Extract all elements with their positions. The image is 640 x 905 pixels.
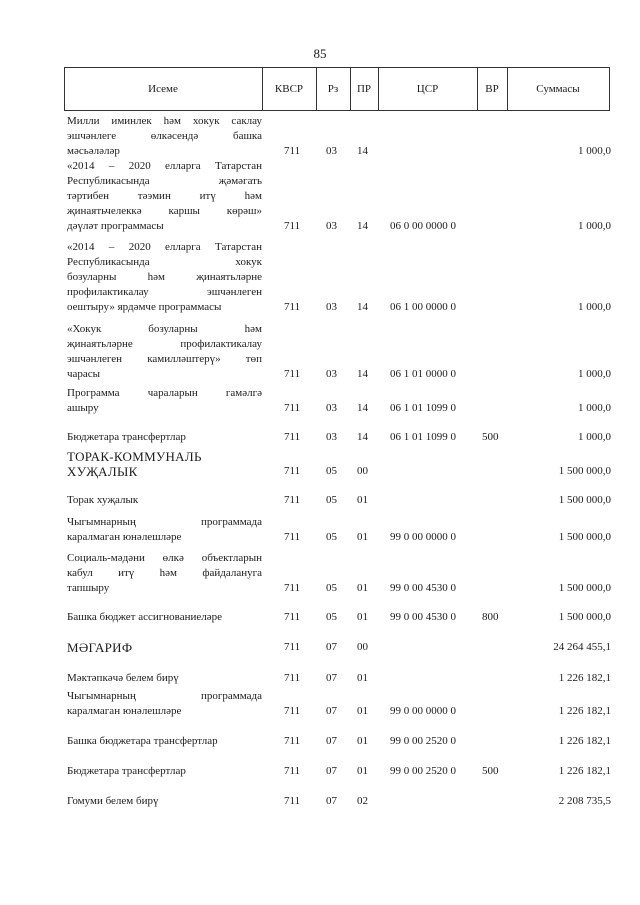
- cell-sum: 1 000,0: [578, 402, 611, 414]
- cell-rz: 03: [326, 402, 337, 414]
- cell-rz: 07: [326, 641, 337, 653]
- cell-pr: 01: [357, 705, 368, 717]
- cell-pr: 14: [357, 402, 368, 414]
- row-name: [67, 734, 262, 749]
- cell-sum: 1 000,0: [578, 368, 611, 380]
- cell-pr: 14: [357, 220, 368, 232]
- cell-sum: 2 208 735,5: [558, 795, 611, 807]
- cell-sum: 1 226 182,1: [558, 705, 611, 717]
- cell-sum: 1 500 000,0: [558, 465, 611, 477]
- cell-kvsr: 711: [284, 431, 301, 443]
- cell-kvsr: 711: [284, 705, 301, 717]
- table-row: [0, 734, 640, 749]
- row-name: [67, 689, 262, 719]
- cell-pr: 00: [357, 641, 368, 653]
- row-name-line: Социаль-мәдәни өлкә объектларын: [67, 552, 262, 564]
- header-pr: ПР: [356, 83, 372, 95]
- cell-csr: 99 0 00 0000 0: [390, 705, 456, 717]
- row-name-line: Мәктәпкәчә белем бирү: [67, 672, 179, 684]
- cell-kvsr: 711: [284, 220, 301, 232]
- row-name: [67, 764, 262, 779]
- cell-rz: 07: [326, 672, 337, 684]
- cell-kvsr: 711: [284, 735, 301, 747]
- row-name-line: ХУҖАЛЫК: [67, 464, 138, 479]
- cell-pr: 14: [357, 368, 368, 380]
- row-name-line: МӘГАРИФ: [67, 640, 133, 655]
- cell-kvsr: 711: [284, 582, 301, 594]
- row-name-line: ТОРАК-КОММУНАЛЬ: [67, 449, 202, 464]
- cell-sum: 1 500 000,0: [558, 582, 611, 594]
- cell-rz: 03: [326, 220, 337, 232]
- header-sum: Суммасы: [536, 83, 580, 95]
- cell-kvsr: 711: [284, 611, 301, 623]
- row-name: [67, 515, 262, 545]
- row-name-line: ашыру: [67, 402, 99, 414]
- table-row: [0, 159, 640, 234]
- row-name-line: Республикасында җәмәгать: [67, 175, 262, 187]
- cell-csr: 99 0 00 4530 0: [390, 582, 456, 594]
- cell-pr: 01: [357, 582, 368, 594]
- row-name-line: Милли иминлек һәм хокук саклау: [67, 115, 262, 127]
- cell-csr: 99 0 00 4530 0: [390, 611, 456, 623]
- table-row: [0, 322, 640, 382]
- row-name-line: тапшыру: [67, 582, 110, 594]
- table-row: [0, 515, 640, 545]
- cell-pr: 01: [357, 765, 368, 777]
- table-row: [0, 640, 640, 655]
- row-name: [67, 386, 262, 416]
- row-name-line: Гомуми белем бирү: [67, 795, 159, 807]
- row-name: [67, 671, 262, 686]
- cell-rz: 03: [326, 431, 337, 443]
- row-name-line: Башка бюджет ассигнованиеләре: [67, 611, 222, 623]
- cell-rz: 03: [326, 368, 337, 380]
- cell-csr: 06 0 00 0000 0: [390, 220, 456, 232]
- page-number: 85: [313, 46, 327, 61]
- row-name: [67, 551, 262, 596]
- table-header: [64, 67, 610, 111]
- row-name-line: «Хокук бозуларны һәм: [67, 323, 262, 335]
- row-name-line: җинаятьчелеккә каршы көрәш»: [67, 205, 262, 217]
- cell-sum: 1 000,0: [578, 145, 611, 157]
- row-name: [67, 610, 262, 625]
- cell-rz: 03: [326, 145, 337, 157]
- row-name-line: чарасы: [67, 368, 101, 380]
- cell-csr: 99 0 00 2520 0: [390, 765, 456, 777]
- row-name: [67, 493, 262, 508]
- header-name: Исеме: [148, 83, 178, 95]
- row-name-line: каралмаган юнәлешләре: [67, 531, 182, 543]
- cell-rz: 05: [326, 582, 337, 594]
- row-name-line: мәсьәләләр: [67, 145, 120, 157]
- cell-kvsr: 711: [284, 531, 301, 543]
- cell-sum: 1 226 182,1: [558, 765, 611, 777]
- cell-rz: 05: [326, 611, 337, 623]
- header-rz: Рз: [327, 83, 339, 95]
- cell-kvsr: 711: [284, 301, 301, 313]
- cell-rz: 05: [326, 465, 337, 477]
- cell-csr: 06 1 00 0000 0: [390, 301, 456, 313]
- cell-vr: 500: [482, 765, 499, 777]
- cell-pr: 01: [357, 531, 368, 543]
- table-row: [0, 386, 640, 416]
- row-name: [67, 159, 262, 234]
- col-divider: [609, 67, 610, 111]
- cell-csr: 99 0 00 2520 0: [390, 735, 456, 747]
- cell-sum: 1 000,0: [578, 220, 611, 232]
- row-name-line: профилактикалау эшчәнлеген: [67, 286, 262, 298]
- cell-rz: 07: [326, 735, 337, 747]
- row-name-line: «2014 – 2020 елларга Татарстан: [67, 241, 262, 253]
- row-name-line: оештыру» ярдәмче программасы: [67, 301, 222, 313]
- table-row: [0, 794, 640, 809]
- cell-rz: 07: [326, 765, 337, 777]
- row-name-line: дәүләт программасы: [67, 220, 164, 232]
- header-kvsr: КВСР: [274, 83, 304, 95]
- row-name-line: кабул итү һәм файдалануга: [67, 567, 262, 579]
- table-row: [0, 240, 640, 315]
- row-name: [67, 322, 262, 382]
- row-name-line: Программа чараларын гамәлгә: [67, 387, 262, 399]
- row-name-line: Чыгымнарның программада: [67, 516, 262, 528]
- table-row: [0, 114, 640, 159]
- row-name-line: эшчәнлеген камилләштерү» төп: [67, 353, 262, 365]
- cell-pr: 01: [357, 672, 368, 684]
- cell-kvsr: 711: [284, 145, 301, 157]
- cell-vr: 500: [482, 431, 499, 443]
- cell-sum: 1 500 000,0: [558, 494, 611, 506]
- cell-csr: 06 1 01 1099 0: [390, 431, 456, 443]
- cell-csr: 06 1 01 1099 0: [390, 402, 456, 414]
- table-row: [0, 689, 640, 719]
- cell-sum: 24 264 455,1: [553, 641, 611, 653]
- cell-sum: 1 500 000,0: [558, 611, 611, 623]
- cell-pr: 14: [357, 431, 368, 443]
- cell-rz: 05: [326, 531, 337, 543]
- cell-rz: 07: [326, 705, 337, 717]
- cell-kvsr: 711: [284, 795, 301, 807]
- cell-csr: 06 1 01 0000 0: [390, 368, 456, 380]
- row-name-line: каралмаган юнәлешләре: [67, 705, 182, 717]
- header-csr: ЦСР: [416, 83, 439, 95]
- cell-pr: 14: [357, 301, 368, 313]
- table-row: [0, 671, 640, 686]
- row-name-line: Республикасында хокук: [67, 256, 262, 268]
- cell-vr: 800: [482, 611, 499, 623]
- row-name: [67, 640, 262, 655]
- cell-kvsr: 711: [284, 641, 301, 653]
- row-name-line: «2014 – 2020 елларга Татарстан: [67, 160, 262, 172]
- cell-pr: 00: [357, 465, 368, 477]
- row-name-line: эшчәнлеге өлкәсендә башка: [67, 130, 262, 142]
- cell-pr: 01: [357, 494, 368, 506]
- row-name-line: Торак хуҗалык: [67, 494, 139, 506]
- table-row: [0, 449, 640, 479]
- row-name-line: тәртибен тәэмин итү һәм: [67, 190, 262, 202]
- table-row: [0, 610, 640, 625]
- row-name: [67, 794, 262, 809]
- cell-csr: 99 0 00 0000 0: [390, 531, 456, 543]
- row-name-line: Чыгымнарның программада: [67, 690, 262, 702]
- row-name: [67, 430, 262, 445]
- cell-rz: 07: [326, 795, 337, 807]
- row-name-line: Бюджетара трансфертлар: [67, 765, 186, 777]
- cell-kvsr: 711: [284, 402, 301, 414]
- cell-pr: 01: [357, 611, 368, 623]
- cell-sum: 1 000,0: [578, 301, 611, 313]
- cell-pr: 01: [357, 735, 368, 747]
- cell-rz: 05: [326, 494, 337, 506]
- row-name: [67, 240, 262, 315]
- cell-sum: 1 226 182,1: [558, 735, 611, 747]
- cell-pr: 14: [357, 145, 368, 157]
- row-name-line: бозуларны һәм җинаятьләрне: [67, 271, 262, 283]
- row-name-line: Башка бюджетара трансфертлар: [67, 735, 218, 747]
- header-vr: ВР: [485, 83, 499, 95]
- cell-kvsr: 711: [284, 494, 301, 506]
- cell-sum: 1 226 182,1: [558, 672, 611, 684]
- cell-kvsr: 711: [284, 672, 301, 684]
- cell-pr: 02: [357, 795, 368, 807]
- cell-kvsr: 711: [284, 765, 301, 777]
- row-name: [67, 114, 262, 159]
- row-name: [67, 449, 262, 479]
- row-name-line: Бюджетара трансфертлар: [67, 431, 186, 443]
- cell-rz: 03: [326, 301, 337, 313]
- cell-sum: 1 000,0: [578, 431, 611, 443]
- table-row: [0, 551, 640, 596]
- table-row: [0, 430, 640, 445]
- table-row: [0, 764, 640, 779]
- cell-sum: 1 500 000,0: [558, 531, 611, 543]
- cell-kvsr: 711: [284, 465, 301, 477]
- table-row: [0, 493, 640, 508]
- row-name-line: җинаятьләрне профилактикалау: [67, 338, 262, 350]
- cell-kvsr: 711: [284, 368, 301, 380]
